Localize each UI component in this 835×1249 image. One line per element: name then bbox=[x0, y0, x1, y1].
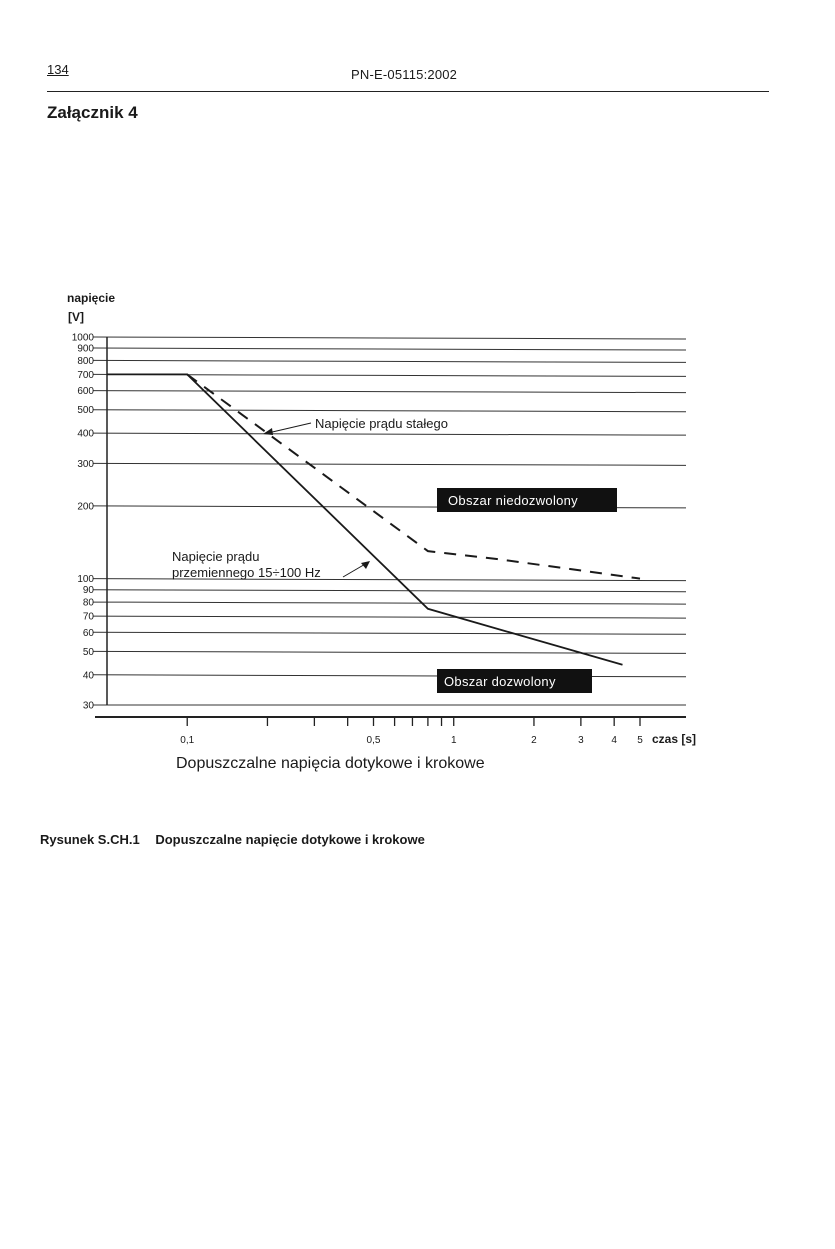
y-tick-label-300: 300 bbox=[77, 458, 94, 470]
ac-annotation-line1: Napięcie prądu bbox=[172, 549, 260, 564]
figure-number: Rysunek S.CH.1 bbox=[40, 832, 140, 847]
gridline-50 bbox=[93, 651, 686, 653]
y-tick-label-70: 70 bbox=[82, 611, 94, 623]
y-tick-label-100: 100 bbox=[77, 574, 94, 586]
x-tick-label-5: 4 bbox=[611, 735, 617, 746]
gridline-500 bbox=[93, 410, 686, 412]
gridline-40 bbox=[93, 675, 686, 677]
y-tick-label-40: 40 bbox=[82, 670, 94, 682]
y-axis-ticks bbox=[72, 333, 95, 712]
y-tick-label-600: 600 bbox=[77, 386, 94, 398]
gridline-1000 bbox=[93, 337, 686, 339]
allowed-region-label: Obszar dozwolony bbox=[444, 674, 556, 689]
gridline-60 bbox=[93, 632, 686, 634]
y-tick-label-800: 800 bbox=[77, 355, 94, 367]
gridline-90 bbox=[93, 590, 686, 592]
x-tick-label-6: 5 bbox=[637, 735, 643, 746]
series-dc-line bbox=[187, 374, 640, 578]
gridline-300 bbox=[93, 463, 686, 465]
x-tick-label-1: 0,5 bbox=[366, 735, 381, 746]
ac-annotation-arrowhead bbox=[361, 561, 370, 569]
forbidden-region-label: Obszar niedozwolony bbox=[448, 493, 578, 508]
ac-annotation-line2: przemiennego 15÷100 Hz bbox=[172, 565, 321, 580]
x-tick-label-2: 1 bbox=[450, 735, 457, 746]
x-tick-label-4: 3 bbox=[578, 735, 584, 746]
gridline-900 bbox=[93, 348, 686, 350]
y-axis-unit: [V] bbox=[68, 310, 84, 324]
y-tick-label-60: 60 bbox=[82, 627, 94, 639]
page-number: 134 bbox=[47, 62, 69, 77]
y-tick-label-700: 700 bbox=[77, 369, 94, 381]
standard-code: PN-E-05115:2002 bbox=[351, 67, 458, 82]
y-tick-label-50: 50 bbox=[82, 646, 94, 658]
figure-caption bbox=[40, 832, 437, 847]
x-tick-label-3: 2 bbox=[531, 735, 537, 746]
y-tick-label-500: 500 bbox=[77, 405, 94, 417]
figure-title: Dopuszczalne napięcie dotykowe i krokowe bbox=[155, 832, 425, 847]
x-axis-ticks bbox=[180, 717, 643, 746]
y-tick-label-200: 200 bbox=[77, 501, 94, 513]
y-tick-label-1000: 1000 bbox=[71, 332, 94, 344]
grid-lines bbox=[93, 337, 686, 705]
gridline-800 bbox=[93, 360, 686, 362]
annex-title: Załącznik 4 bbox=[47, 103, 138, 122]
y-tick-label-90: 90 bbox=[82, 585, 94, 597]
y-tick-label-80: 80 bbox=[82, 597, 94, 609]
x-tick-label-0: 0,1 bbox=[180, 735, 195, 746]
x-axis-title: czas [s] bbox=[652, 732, 697, 746]
y-tick-label-400: 400 bbox=[77, 428, 94, 440]
y-tick-label-900: 900 bbox=[77, 343, 94, 355]
y-tick-label-30: 30 bbox=[82, 700, 94, 712]
gridline-70 bbox=[93, 616, 686, 618]
gridline-400 bbox=[93, 433, 686, 435]
gridline-600 bbox=[93, 391, 686, 393]
dc-annotation: Napięcie prądu stałego bbox=[315, 416, 448, 431]
gridline-80 bbox=[93, 602, 686, 604]
chart-caption: Dopuszczalne napięcia dotykowe i krokowe bbox=[176, 755, 485, 772]
dc-annotation-arrowhead bbox=[263, 428, 273, 435]
dc-annotation-pointer bbox=[268, 423, 311, 433]
y-axis-title: napięcie bbox=[67, 291, 116, 305]
